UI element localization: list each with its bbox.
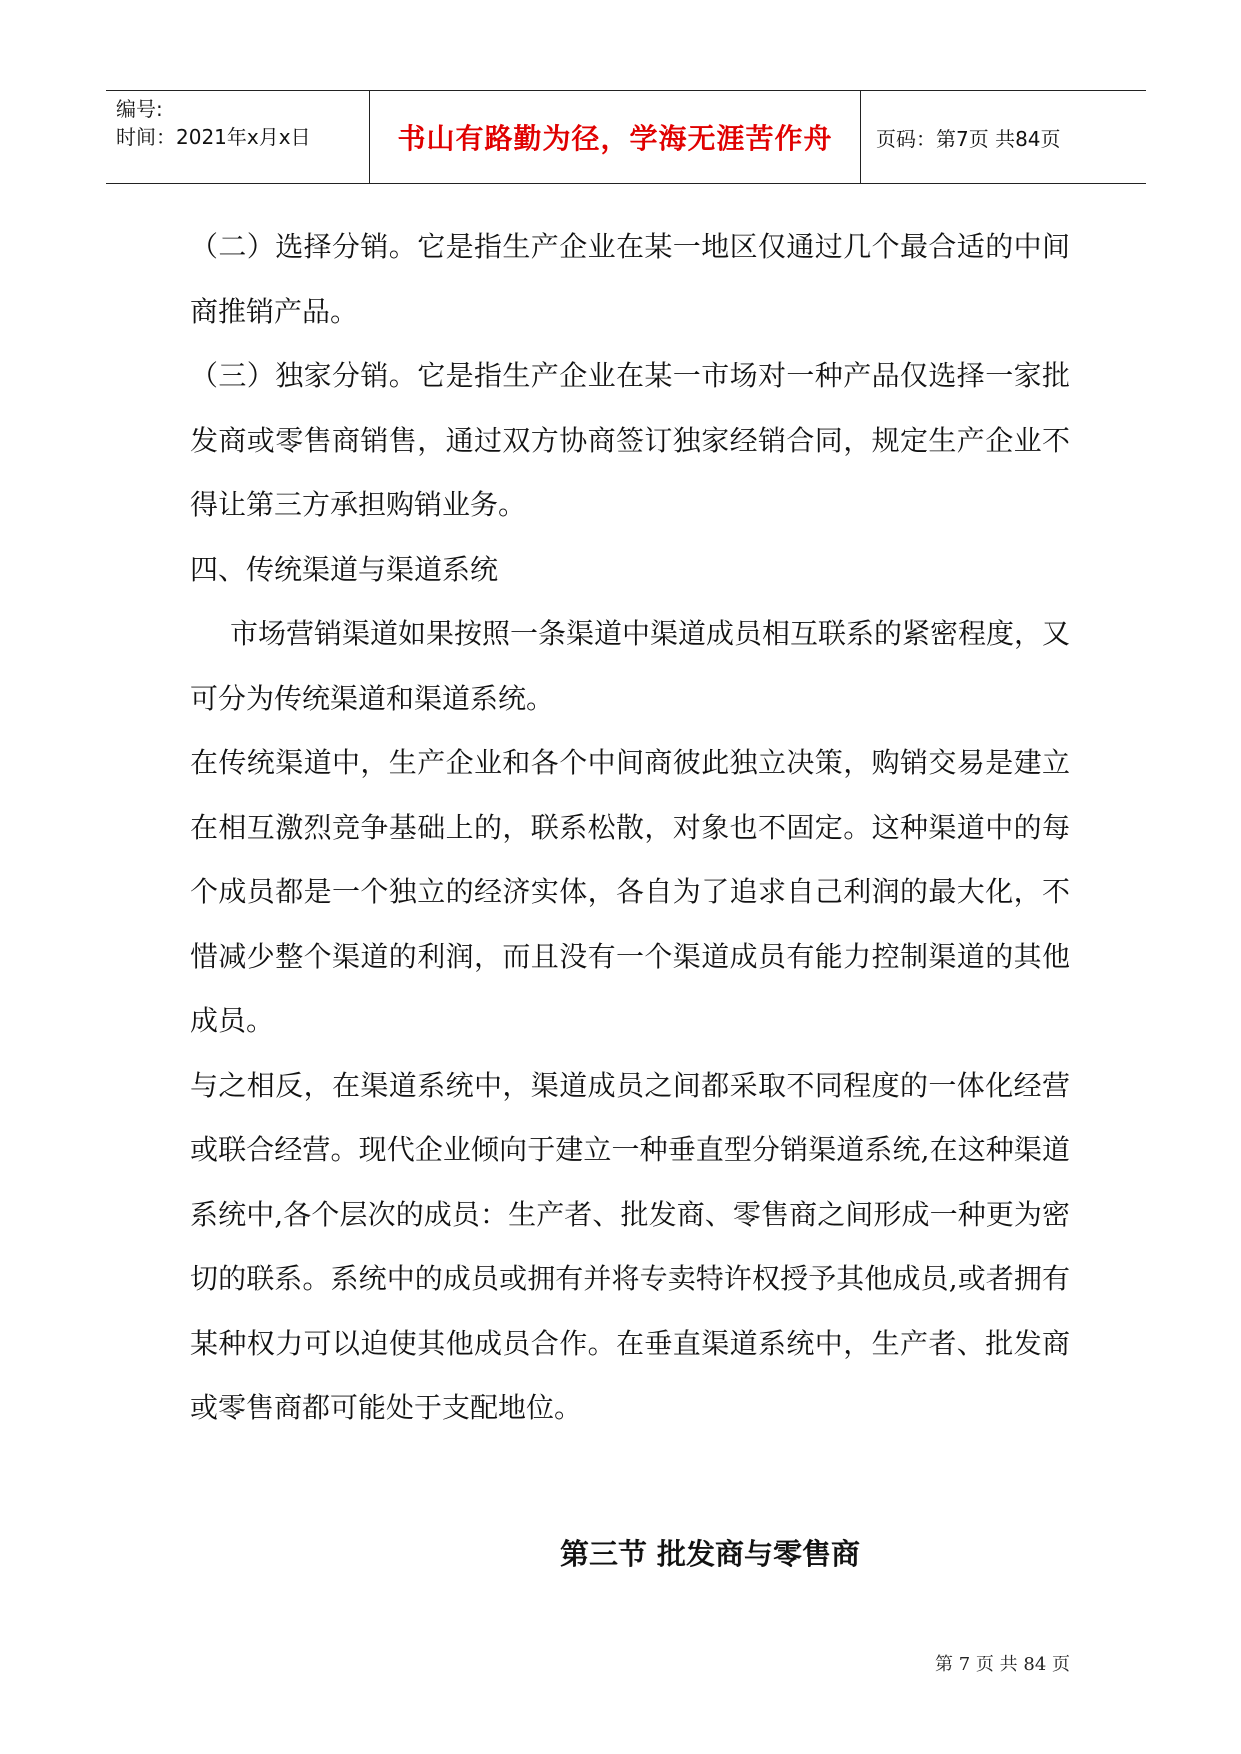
header-divider — [860, 91, 861, 183]
paragraph: 市场营销渠道如果按照一条渠道中渠道成员相互联系的紧密程度，又可分为传统渠道和渠道系统。 — [190, 617, 1071, 715]
document-body — [190, 215, 1070, 1441]
paragraph: （二）选择分销。它是指生产企业在某一地区仅通过几个最合适的中间商推销产品。 — [190, 230, 1070, 328]
header-meta — [116, 95, 366, 181]
section-heading: 四、传统渠道与渠道系统 — [190, 552, 499, 586]
time-label: 时间：2021年x月x日 — [116, 125, 311, 149]
paragraph: （三）独家分销。它是指生产企业在某一市场对一种产品仅选择一家批发商或零售商销售，通过双方协商签订独家经销合同，规定生产企业不得让第三方承担购销业务。 — [190, 359, 1070, 521]
header-motto: 书山有路勤为径，学海无涯苦作舟 — [397, 122, 833, 155]
page-footer: 第 7 页 共 84 页 — [935, 1654, 1070, 1675]
paragraph: 在传统渠道中，生产企业和各个中间商彼此独立决策，购销交易是建立在相互激烈竞争基础上的，联系松散，对象也不固定。这种渠道中的每个成员都是一个独立的经济实体，各自为了追求自己利润的最大化，不惜减少整个渠道的利润，而且没有一个渠道成员有能力控制渠道的其他成员。 — [190, 746, 1070, 1037]
chapter-section-title: 第三节 批发商与零售商 — [559, 1537, 861, 1571]
header-divider — [369, 91, 370, 183]
paragraph: 与之相反，在渠道系统中，渠道成员之间都采取不同程度的一体化经营或联合经营。现代企业倾向于建立一种垂直型分销渠道系统,在这种渠道系统中,各个层次的成员：生产者、批发商、零售商之间形成一种更为密切的联系。系统中的成员或拥有并将专卖特许权授予其他成员,或者拥有某种权力可以迫使其他成员合作。在垂直渠道系统中，生产者、批发商或零售商都可能处于支配地位。 — [190, 1068, 1070, 1424]
number-label: 编号: — [116, 97, 163, 121]
header-page-code: 页码：第7页 共84页 — [876, 126, 1061, 151]
page-header — [106, 90, 1146, 184]
